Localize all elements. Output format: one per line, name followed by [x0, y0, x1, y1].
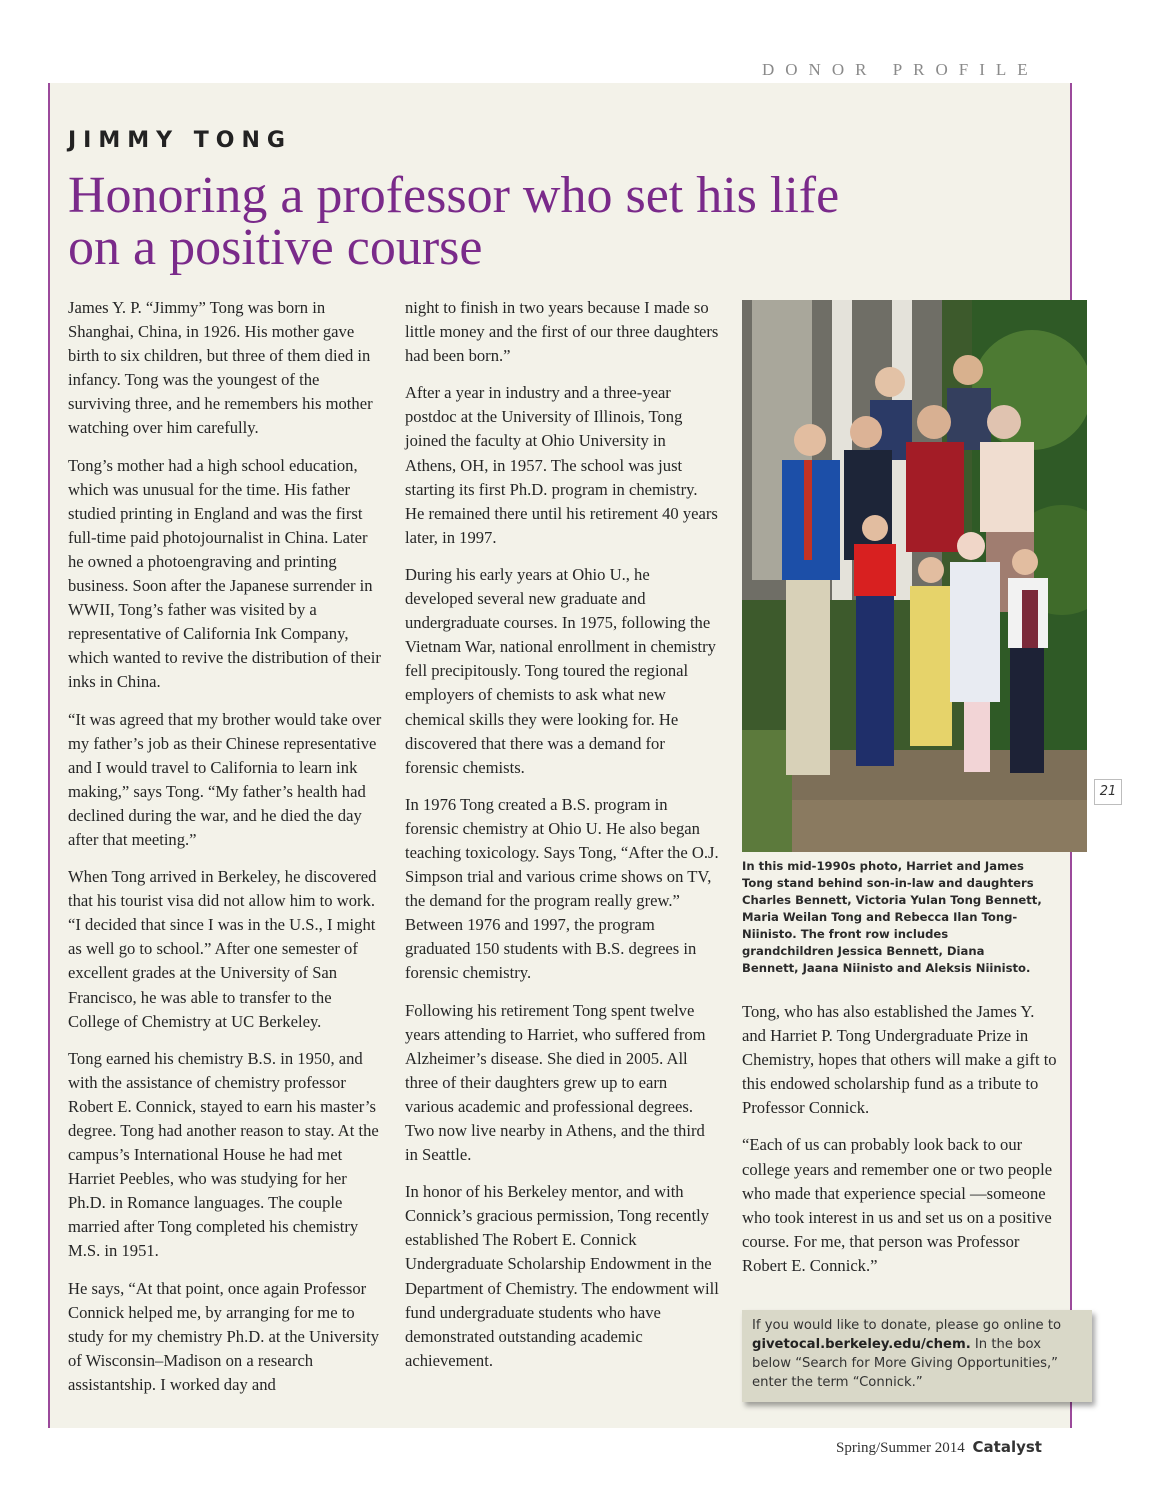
paragraph: “It was agreed that my brother would take over my father’s job as their Chinese representative and I would travel to California to learn ink making,” says Tong. “My father’s health had declined during the war, and he died the day after that meeting.” — [68, 709, 382, 849]
text-column-2 — [405, 296, 720, 1386]
text-column-1 — [68, 296, 383, 1410]
article-headline — [68, 167, 968, 276]
text-column-3 — [742, 1000, 1058, 1291]
paragraph: He says, “At that point, once again Professor Connick helped me, by arranging for me to study for my chemistry Ph.D. at the University of Wisconsin–Madison on a research assistantship. I worked day and — [68, 1278, 380, 1394]
photo-caption: In this mid-1990s photo, Harriet and James Tong stand behind son-in-law and daughters Charles Bennett, Victoria Yulan Tong Bennett, Maria Weilan Tong and Rebecca Ilan Tong-Niinisto. The front row includes grandchildren Jessica Bennett, Diana Bennett, Jaana Niinisto and Aleksis Niinisto. — [742, 859, 1042, 975]
paragraph: “Each of us can probably look back to our college years and remember one or two people who made that experience special —someone who took interest in us and set us on a positive course. For me, that person was Professor Robert E. Connick.” — [742, 1135, 1053, 1275]
family-photo — [742, 300, 1087, 852]
section-label: DONOR PROFILE — [762, 60, 1039, 79]
article-kicker: JIMMY TONG — [68, 128, 292, 153]
headline-line: on a positive course — [68, 219, 483, 276]
paragraph: In 1976 Tong created a B.S. program in forensic chemistry at Ohio U. He also began teaching toxicology. Says Tong, “After the O.J. Simpson trial and various crime shows on TV, the demand for the program really grew.” Between 1976 and 1997, the program graduated 150 students with B.S. degrees in forensic chemistry. — [405, 794, 719, 983]
paragraph: Following his retirement Tong spent twelve years attending to Harriet, who suffered from Alzheimer’s disease. She died in 2005. All three of their daughters grew up to earn various academic and professional degrees. Two now live nearby in Athens, and the third in Seattle. — [405, 1000, 706, 1165]
donate-text: If you would like to donate, please go online to — [752, 1318, 1062, 1333]
paragraph: Tong earned his chemistry B.S. in 1950, and with the assistance of chemistry professor Robert E. Connick, stayed to earn his master’s degree. Tong had another reason to stay. At the campus’s International House he had met Harriet Peebles, who was studying for her Ph.D. in Romance languages. The couple married after Tong completed his chemistry M.S. in 1951. — [68, 1048, 379, 1261]
magazine-name: Catalyst — [972, 1438, 1042, 1456]
paragraph: After a year in industry and a three-year postdoc at the University of Illinois, Tong joined the faculty at Ohio University in Athens, OH, in 1957. The school was just starting its first Ph.D. program in chemistry. He remained there until his retirement 40 years later, in 1997. — [405, 383, 718, 547]
paragraph: During his early years at Ohio U., he developed several new graduate and undergraduate courses. In 1975, following the Vietnam War, national enrollment in chemistry fell precipitously. Tong toured the regional employers of chemists to ask what new chemical skills they were looking for. He discovered that there was a demand for forensic chemists. — [405, 564, 716, 777]
paragraph: When Tong arrived in Berkeley, he discovered that his tourist visa did not allow him to work. “I decided that since I was in the U.S., I might as well go to school.” After one semester of excellent grades at the University of San Francisco, he was able to transfer to the College of Chemistry at UC Berkeley. — [68, 867, 377, 1031]
paragraph: Tong’s mother had a high school education, which was unusual for the time. His father studied printing in England and was the first full-time paid photojournalist in China. Later he owned a photoengraving and printing business. Soon after the Japanese surrender in WWII, Tong’s father was visited by a representative of California Ink Company, which wanted to revive the distribution of their inks in China. — [68, 455, 381, 692]
donate-text: In the box below “Search for More Giving Opportunities,” enter the term “Connick.” — [752, 1337, 1059, 1390]
headline-line: Honoring a professor who set his life — [68, 167, 840, 224]
donate-link[interactable]: givetocal.berkeley.edu/chem. — [752, 1337, 971, 1352]
issue-label: Spring/Summer 2014 — [836, 1440, 965, 1456]
page-footer — [836, 1438, 1042, 1457]
page-number: 21 — [1094, 779, 1122, 805]
paragraph: night to finish in two years because I made so little money and the first of our three daughters had been born.” — [405, 298, 719, 366]
paragraph: James Y. P. “Jimmy” Tong was born in Shanghai, China, in 1926. His mother gave birth to six children, but three of them died in infancy. Tong was the youngest of the surviving three, and he remembers his mother watching over him carefully. — [68, 298, 373, 438]
donate-box — [742, 1310, 1092, 1402]
paragraph: Tong, who has also established the James Y. and Harriet P. Tong Undergraduate Prize in Chemistry, hopes that others will make a gift to this endowed scholarship fund as a tribute to Professor Connick. — [742, 1002, 1057, 1118]
paragraph: In honor of his Berkeley mentor, and with Connick’s gracious permission, Tong recently established The Robert E. Connick Undergraduate Scholarship Endowment in the Department of Chemistry. The endowment will fund undergraduate students who have demonstrated outstanding academic achievement. — [405, 1182, 719, 1370]
